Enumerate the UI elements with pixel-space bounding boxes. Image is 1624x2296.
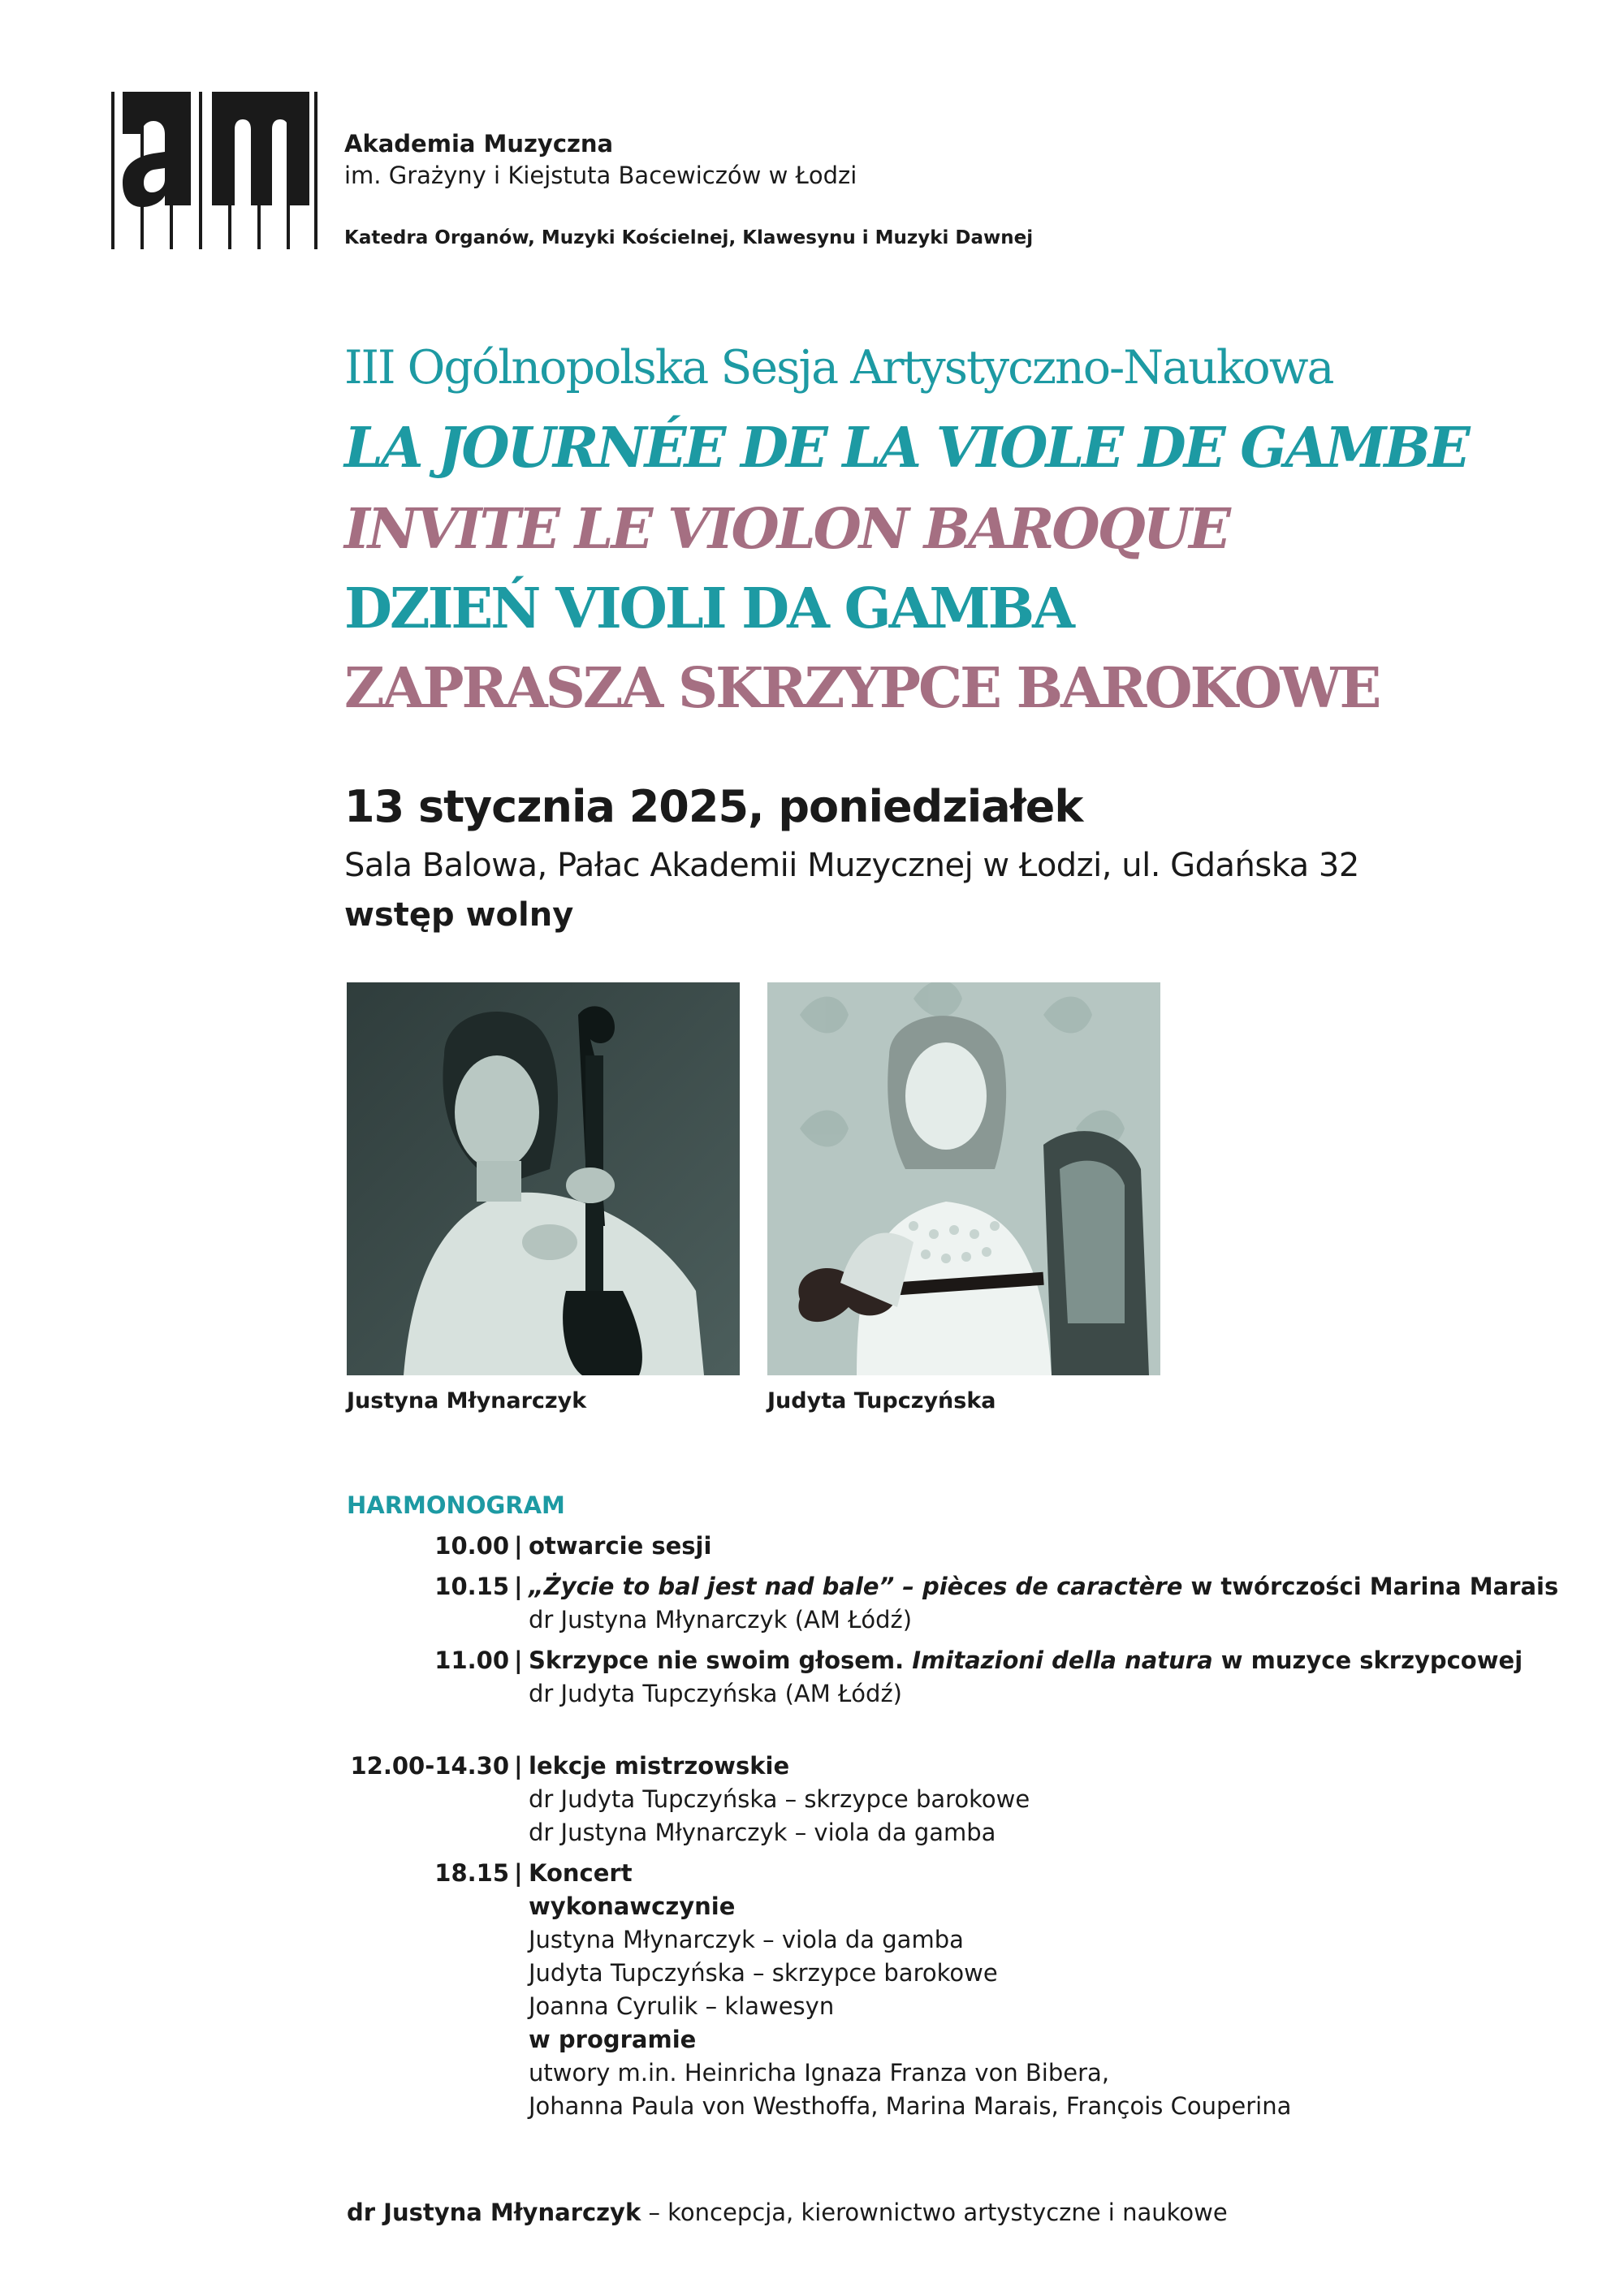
separator: | <box>514 1859 523 1887</box>
schedule-speaker: dr Judyta Tupczyńska (AM Łódź) <box>529 1680 902 1707</box>
event-date: 13 stycznia 2025, poniedziałek <box>344 781 1083 832</box>
photo-caption-1: Justyna Młynarczyk <box>347 1388 587 1413</box>
photo-caption-2: Judyta Tupczyńska <box>767 1388 996 1413</box>
schedule-item <box>0 1573 1624 1638</box>
department-name: Katedra Organów, Muzyki Kościelnej, Klawesynu i Muzyki Dawnej <box>344 227 1034 248</box>
event-place: Sala Balowa, Pałac Akademii Muzycznej w Łodzi, ul. Gdańska 32 <box>344 847 1359 884</box>
performer: Justyna Młynarczyk – viola da gamba <box>529 1926 964 1953</box>
schedule-item <box>0 1752 1624 1853</box>
session-title: III Ogólnopolska Sesja Artystyczno-Naukowa <box>344 341 1333 395</box>
masterclass-teacher: dr Judyta Tupczyńska – skrzypce barokowe <box>529 1785 1030 1813</box>
academy-name: Akademia Muzyczna <box>344 130 614 158</box>
schedule-item <box>0 1532 1624 1564</box>
photo-justyna-mlynarczyk <box>347 982 740 1375</box>
piano-keys-logo-icon <box>111 92 317 249</box>
program-line: utwory m.in. Heinricha Ignaza Franza von Bibera, <box>529 2059 1110 2087</box>
schedule-time: 18.15 <box>434 1859 509 1887</box>
program-label: w programie <box>529 2026 697 2053</box>
schedule-title: otwarcie sesji <box>529 1532 712 1560</box>
schedule-time: 10.15 <box>434 1573 509 1600</box>
lecture-title-part3: w muzyce skrzypcowej <box>1212 1646 1523 1674</box>
schedule-time: 10.00 <box>434 1532 509 1560</box>
schedule-title: lekcje mistrzowskie <box>529 1752 790 1780</box>
separator: | <box>514 1573 523 1600</box>
schedule-speaker: dr Justyna Młynarczyk (AM Łódź) <box>529 1606 913 1634</box>
title-polish-1: DZIEŃ VIOLI DA GAMBA <box>344 576 1073 641</box>
separator: | <box>514 1532 523 1560</box>
schedule-item <box>0 1646 1624 1711</box>
academy-patron: im. Grażyny i Kiejstuta Bacewiczów w Łodzi <box>344 162 857 189</box>
title-french-2: INVITE LE VIOLON BAROQUE <box>344 497 1229 562</box>
schedule-title <box>529 1646 1522 1674</box>
title-french-1: LA JOURNÉE DE LA VIOLE DE GAMBE <box>344 416 1468 481</box>
footer-name: dr Justyna Młynarczyk <box>347 2199 641 2226</box>
title-polish-2: ZAPRASZA SKRZYPCE BAROKOWE <box>344 656 1380 721</box>
footer-role: – koncepcja, kierownictwo artystyczne i naukowe <box>641 2199 1228 2226</box>
schedule-time: 12.00-14.30 <box>350 1752 509 1780</box>
event-entry: wstęp wolny <box>344 896 574 934</box>
separator: | <box>514 1646 523 1674</box>
performer: Joanna Cyrulik – klawesyn <box>529 1992 835 2020</box>
lecture-title-italic: „Życie to bal jest nad bale” – pièces de caractère <box>529 1573 1183 1600</box>
separator: | <box>514 1752 523 1780</box>
schedule-time: 11.00 <box>434 1646 509 1674</box>
performers-label: wykonawczynie <box>529 1892 736 1920</box>
photo-judyta-tupczynska <box>767 982 1160 1375</box>
schedule-item <box>0 1859 1624 2127</box>
lecture-title-part1: Skrzypce nie swoim głosem. <box>529 1646 913 1674</box>
footer-credit <box>347 2199 1228 2226</box>
schedule-title: Koncert <box>529 1859 633 1887</box>
lecture-title-italic: Imitazioni della natura <box>912 1646 1213 1674</box>
schedule-title <box>529 1573 1558 1600</box>
masterclass-teacher: dr Justyna Młynarczyk – viola da gamba <box>529 1819 996 1846</box>
lecture-title-rest: w twórczości Marina Marais <box>1182 1573 1559 1600</box>
academy-logo <box>111 92 317 249</box>
performer: Judyta Tupczyńska – skrzypce barokowe <box>529 1959 998 1987</box>
schedule-heading: HARMONOGRAM <box>347 1491 565 1519</box>
program-line: Johanna Paula von Westhoffa, Marina Marais, François Couperina <box>529 2092 1292 2120</box>
